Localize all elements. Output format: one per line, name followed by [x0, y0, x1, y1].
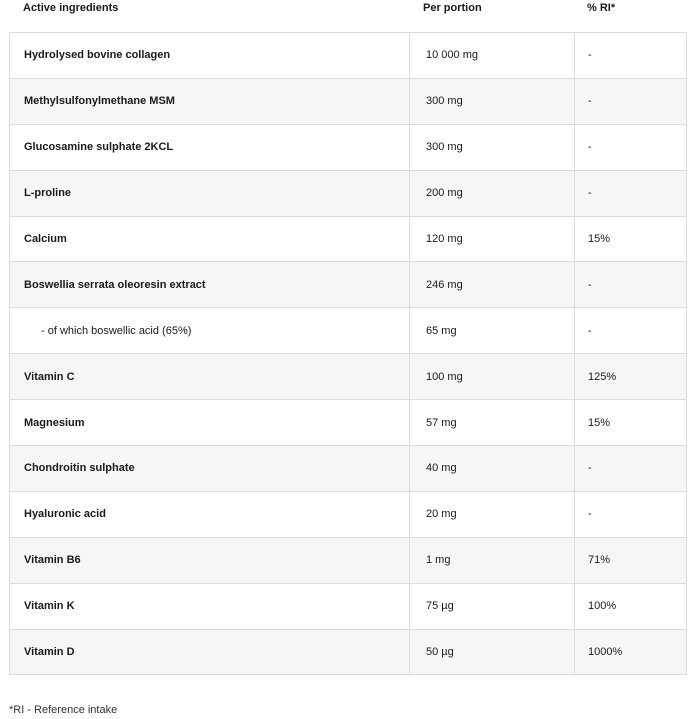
ingredient-ri: - — [575, 78, 687, 124]
table-row — [10, 583, 687, 629]
table-row — [10, 629, 687, 675]
ingredient-ri: 125% — [575, 354, 687, 400]
ingredient-ri: 15% — [575, 400, 687, 446]
table-row — [10, 170, 687, 216]
header-per-portion: Per portion — [423, 2, 482, 14]
table-row — [10, 33, 687, 79]
table-row — [10, 537, 687, 583]
ingredient-ri: - — [575, 446, 687, 492]
ingredient-name: Methylsulfonylmethane MSM — [10, 78, 410, 124]
ingredient-portion: 20 mg — [410, 491, 575, 537]
ingredient-portion: 200 mg — [410, 170, 575, 216]
ingredient-name: Vitamin C — [10, 354, 410, 400]
ingredient-name: Vitamin D — [10, 629, 410, 675]
ingredient-portion: 75 µg — [410, 583, 575, 629]
header-percent-ri: % RI* — [587, 2, 616, 14]
ingredient-ri: - — [575, 491, 687, 537]
ingredient-name: Calcium — [10, 216, 410, 262]
ingredient-name: L-proline — [10, 170, 410, 216]
ingredient-ri: - — [575, 308, 687, 354]
ingredient-portion: 50 µg — [410, 629, 575, 675]
ingredient-ri: - — [575, 124, 687, 170]
table-row — [10, 354, 687, 400]
ingredient-name: Boswellia serrata oleoresin extract — [10, 262, 410, 308]
table-row — [10, 216, 687, 262]
ingredient-portion: 120 mg — [410, 216, 575, 262]
ingredient-ri: 1000% — [575, 629, 687, 675]
table-row — [10, 446, 687, 492]
table-row — [10, 262, 687, 308]
ingredient-portion: 246 mg — [410, 262, 575, 308]
ingredient-portion: 100 mg — [410, 354, 575, 400]
table-header — [0, 0, 692, 20]
table-row — [10, 308, 687, 354]
ingredient-portion: 300 mg — [410, 124, 575, 170]
ingredient-name: - of which boswellic acid (65%) — [10, 308, 410, 354]
footnote: *RI - Reference intake — [9, 704, 118, 716]
ingredient-portion: 40 mg — [410, 446, 575, 492]
ingredient-ri: - — [575, 33, 687, 79]
ingredient-portion: 300 mg — [410, 78, 575, 124]
header-active-ingredients: Active ingredients — [23, 2, 119, 14]
ingredient-name: Hydrolysed bovine collagen — [10, 33, 410, 79]
ingredient-portion: 1 mg — [410, 537, 575, 583]
ingredient-ri: 71% — [575, 537, 687, 583]
ingredient-ri: - — [575, 262, 687, 308]
table-row — [10, 124, 687, 170]
ingredient-portion: 10 000 mg — [410, 33, 575, 79]
ingredient-name: Magnesium — [10, 400, 410, 446]
ingredient-name: Vitamin B6 — [10, 537, 410, 583]
ingredient-name: Chondroitin sulphate — [10, 446, 410, 492]
ingredient-portion: 57 mg — [410, 400, 575, 446]
ingredient-ri: 15% — [575, 216, 687, 262]
ingredients-table — [9, 32, 687, 675]
ingredient-name: Hyaluronic acid — [10, 491, 410, 537]
ingredient-ri: - — [575, 170, 687, 216]
table-row — [10, 491, 687, 537]
ingredient-portion: 65 mg — [410, 308, 575, 354]
ingredient-ri: 100% — [575, 583, 687, 629]
table-row — [10, 78, 687, 124]
table-row — [10, 400, 687, 446]
ingredient-name: Vitamin K — [10, 583, 410, 629]
ingredient-name: Glucosamine sulphate 2KCL — [10, 124, 410, 170]
